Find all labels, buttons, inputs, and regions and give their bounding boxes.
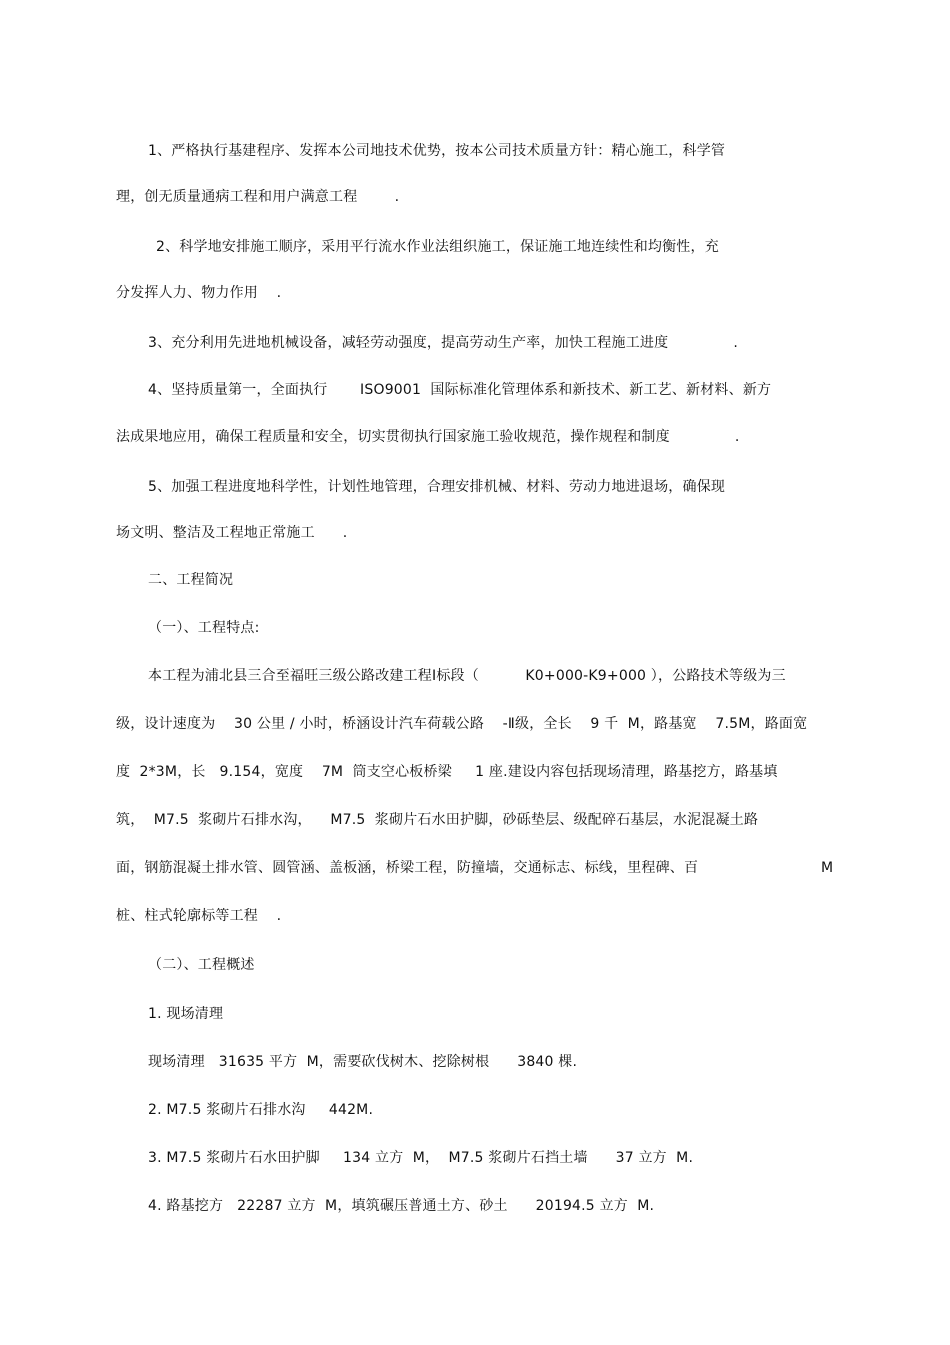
overview-item-1-title: 1. 现场清理 <box>148 1006 224 1022</box>
paragraph-1-line-2: 理，创无质量通病工程和用户满意工程 . <box>116 189 400 205</box>
paragraph-4-line-1: 4、坚持质量第一，全面执行 ISO9001 国际标准化管理体系和新技术、新工艺、新材料、新方 <box>148 382 772 398</box>
subsection-heading-2: （二）、工程概述 <box>148 957 255 973</box>
project-features-line-5-suffix: M <box>821 860 834 876</box>
paragraph-2-line-1: 2、科学地安排施工顺序，采用平行流水作业法组织施工，保证施工地连续性和均衡性，充 <box>156 239 719 255</box>
project-features-line-4: 筑， M7.5 浆砌片石排水沟， M7.5 浆砌片石水田护脚，砂砾垫层、级配碎石基层，水泥混凝土路 <box>116 812 759 828</box>
project-features-line-6: 桩、柱式轮廓标等工程 . <box>116 908 282 924</box>
paragraph-5-line-1: 5、加强工程进度地科学性，计划性地管理，合理安排机械、材料、劳动力地进退场，确保现 <box>148 479 726 495</box>
project-features-line-1: 本工程为浦北县三合至福旺三级公路改建工程Ⅰ标段（ K0+000-K9+000 ），公路技术等级为三 <box>148 668 786 684</box>
overview-item-4: 4. 路基挖方 22287 立方 M，填筑碾压普通土方、砂土 20194.5 立方 M. <box>148 1198 655 1214</box>
paragraph-5-line-2: 场文明、整洁及工程地正常施工 . <box>116 525 348 541</box>
section-heading-2: 二、工程简况 <box>148 572 234 588</box>
paragraph-3-line-1: 3、充分利用先进地机械设备，减轻劳动强度，提高劳动生产率，加快工程施工进度 . <box>148 335 739 351</box>
subsection-heading-1: （一）、工程特点: <box>148 620 260 636</box>
project-features-line-2: 级，设计速度为 30 公里 / 小时，桥涵设计汽车荷载公路 -Ⅱ级，全长 9 千 M，路基宽 7.5M，路面宽 <box>116 716 808 732</box>
paragraph-1-line-1: 1、严格执行基建程序、发挥本公司地技术优势，按本公司技术质量方针：精心施工，科学管 <box>148 143 726 159</box>
project-features-line-3: 度 2*3M，长 9.154，宽度 7M 筒支空心板桥梁 1 座.建设内容包括现场清理，路基挖方，路基填 <box>116 764 778 780</box>
overview-item-3: 3. M7.5 浆砌片石水田护脚 134 立方 M， M7.5 浆砌片石挡土墙 37 立方 M. <box>148 1150 694 1166</box>
paragraph-2-line-2: 分发挥人力、物力作用 . <box>116 285 282 301</box>
overview-item-1-detail: 现场清理 31635 平方 M，需要砍伐树木、挖除树根 3840 棵. <box>148 1054 578 1070</box>
project-features-line-5: 面，钢筋混凝土排水管、圆管涵、盖板涵，桥梁工程，防撞墙，交通标志、标线，里程碑、百 <box>116 860 699 876</box>
paragraph-4-line-2: 法成果地应用，确保工程质量和安全，切实贯彻执行国家施工验收规范，操作规程和制度 . <box>116 429 740 445</box>
overview-item-2: 2. M7.5 浆砌片石排水沟 442M. <box>148 1102 374 1118</box>
